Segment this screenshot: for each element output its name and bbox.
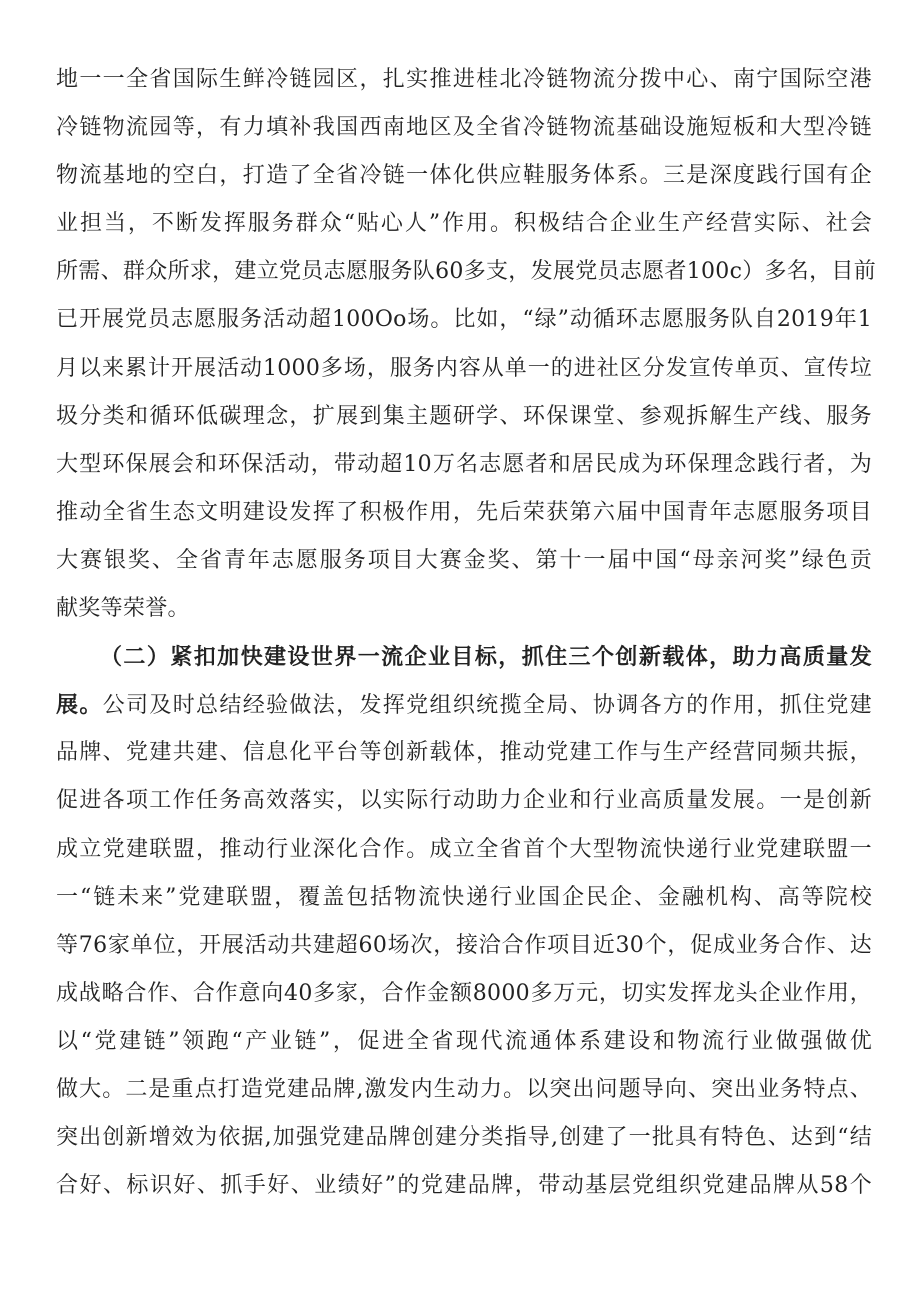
body-line-11: 大赛银奖、全省青年志愿服务项目大赛金奖、第十一届中国“母亲河奖”绿色贡 [56,547,872,573]
document-body [56,56,877,1210]
body-line-16: 促进各项工作任务高效落实，以实际行动助力企业和行业高质量发展。一是创新 [56,788,872,814]
section-heading: （二）紧扣加快建设世界一流企业目标，抓住三个创新载体，助力高质量发 [100,644,872,671]
body-line-3: 物流基地的空白，打造了全省冷链一体化供应鞋服务体系。三是深度践行国有企 [56,163,872,189]
section-heading-line-2 [56,681,872,729]
body-line-5: 所需、群众所求，建立党员志愿服务队60多支，发展党员志愿者100c）多名，目前 [56,259,877,285]
section-heading-end: 展。 [56,692,103,719]
body-line-7: 月以来累计开展活动1000多场，服务内容从单一的进社区分发宣传单页、宣传垃 [56,355,872,381]
body-line-8: 圾分类和循环低碳理念，扩展到集主题研学、环保课堂、参观拆解生产线、服务 [56,403,872,429]
body-line-12: 献奖等荣誉。 [56,596,190,622]
body-line-9: 大型环保展会和环保活动，带动超10万名志愿者和居民成为环保理念践行者，为 [56,451,872,477]
body-line-21: 以“党建链”领跑“产业链”，促进全省现代流通体系建设和物流行业做强做优 [56,1028,872,1054]
body-line-18: 一“链未来”党建联盟，覆盖包括物流快递行业国企民企、金融机构、高等院校 [56,884,872,910]
body-line-17: 成立党建联盟，推动行业深化合作。成立全省首个大型物流快递行业党建联盟一 [56,836,872,862]
body-line-15: 品牌、党建共建、信息化平台等创新载体，推动党建工作与生产经营同频共振， [56,740,872,766]
body-line-1: 地一一全省国际生鲜冷链园区，扎实推进桂北冷链物流分拨中心、南宁国际空港 [56,67,872,92]
body-line-2: 冷链物流园等，有力填补我国西南地区及全省冷链物流基础设施短板和大型冷链 [56,115,872,141]
section-heading-line-1 [56,633,872,681]
body-line-4: 业担当，不断发挥服务群众“贴心人”作用。积极结合企业生产经营实际、社会 [56,211,872,237]
body-line-6: 已开展党员志愿服务活动超100Oo场。比如，“绿”动循环志愿服务队自2019年1 [56,307,872,333]
section-body-start: 公司及时总结经验做法，发挥党组织统揽全局、协调各方的作用，抓住党建 [102,693,872,719]
body-line-20: 成战略合作、合作意向40多家，合作金额8000多万元，切实发挥龙头企业作用， [56,980,872,1006]
body-line-19: 等76家单位，开展活动共建超60场次，接洽合作项目近30个，促成业务合作、达 [56,932,872,958]
body-line-22: 做大。二是重点打造党建品牌,激发内生动力。以突出问题导向、突出业务特点、 [56,1076,872,1102]
body-line-24: 合好、标识好、抓手好、业绩好”的党建品牌，带动基层党组织党建品牌从58个 [56,1173,872,1199]
body-line-10: 推动全省生态文明建设发挥了积极作用，先后荣获第六届中国青年志愿服务项目 [56,499,872,525]
body-line-23: 突出创新增效为依据,加强党建品牌创建分类指导,创建了一批具有特色、达到“结 [56,1125,872,1151]
